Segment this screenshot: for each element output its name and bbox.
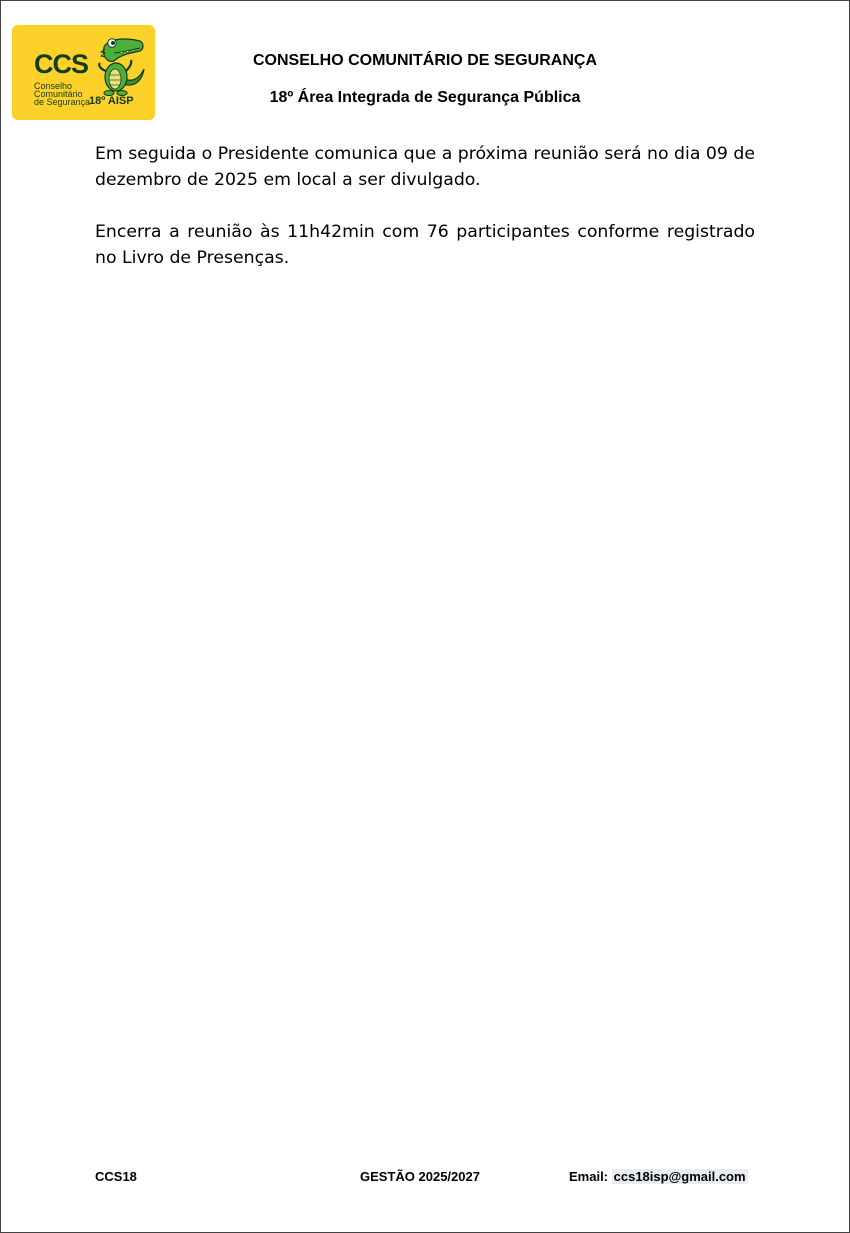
paragraph-next-meeting: Em seguida o Presidente comunica que a próxima reunião será no dia 09 de dezembro de 2025 em local a ser divulgado. [95, 144, 755, 190]
footer-email [569, 1169, 748, 1185]
footer-email-label: Email: [569, 1169, 609, 1184]
logo-line-3: de Segurança [34, 97, 91, 107]
footer-org-code: CCS18 [95, 1169, 137, 1184]
ccs-logo [12, 25, 155, 120]
footer-term: GESTÃO 2025/2027 [360, 1169, 480, 1184]
logo-line-2: Comunitário [34, 89, 83, 99]
logo-acronym: CCS [34, 49, 89, 79]
alligator-mascot-icon [90, 33, 148, 99]
logo-line-1: Conselho [34, 81, 73, 91]
logo-aisp: 18º AISP [89, 95, 134, 107]
header-title: CONSELHO COMUNITÁRIO DE SEGURANÇA [252, 52, 597, 69]
paragraph-closing: Encerra a reunião às 11h42min com 76 participantes conforme registrado no Livro de Presenças. [95, 222, 755, 268]
header-subtitle: 18º Área Integrada de Segurança Pública [269, 89, 581, 106]
footer-email-link[interactable]: ccs18isp@gmail.com [613, 1169, 746, 1184]
